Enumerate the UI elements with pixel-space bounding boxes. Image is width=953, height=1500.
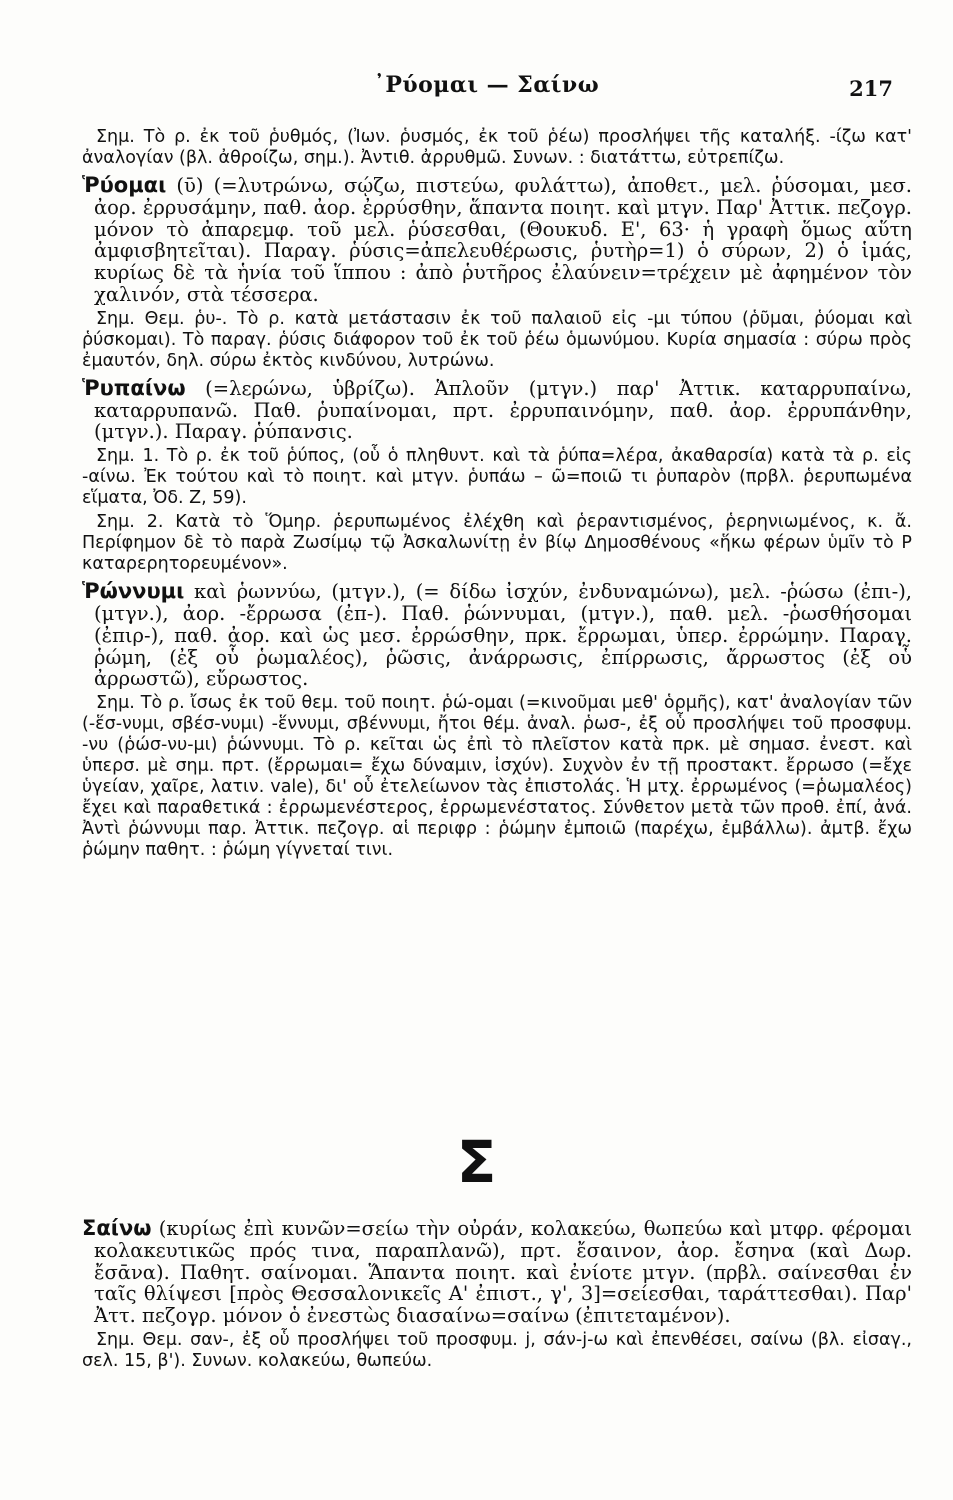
note-rythmizo: [82, 127, 912, 169]
note-text: Σημ. 1. Τὸ ρ. ἐκ τοῦ ῥύπος, (οὗ ὁ πληθυντ. καὶ τὰ ῥύπα=λέρα, ἀκαθαρσία) κατὰ τὰ ρ. εἰς -αίνω. Ἐκ τούτου καὶ τὸ ποιητ. καὶ μτγν. ῥυπάω – ῶ=ποιῶ τι ῥυπαρὸν (πρβλ. ῥερυπωμένα εἵματα, Ὀδ. Ζ, 59).: [82, 446, 912, 509]
entry-headword: Ῥυπαίνω: [82, 375, 186, 400]
note-rhonnymi: [82, 693, 912, 861]
note-text: Σημ. Τὸ ρ. ἴσως ἐκ τοῦ θεμ. τοῦ ποιητ. ῥώ-ομαι (=κινοῦμαι μεθ' ὁρμῆς), κατ' ἀναλογίαν τῶν (-ἕσ-νυμι, σβέσ-νυμι) -ἕννυμι, σβέννυμι, ἤτοι θέμ. ἀναλ. ῥωσ-, ἐξ οὗ προσλήψει τοῦ προσφυμ. -νυ (ῥώσ-νυ-μι) ῥώννυμι. Τὸ ρ. κεῖται ὡς ἐπὶ τὸ πλεῖστον κατὰ πρκ. μὲ σημασ. ἐνεστ. καὶ ὑπερσ. μὲ σημ. πρτ. (ἔρρωμαι= ἔχω δύναμιν, ἰσχύν). Συχνὸν ἐν τῇ προστακτ. ἔρρωσο (=ἔχε ὑγείαν, χαῖρε, λατιν. vale), δι' οὗ ἐτελείωνον τὰς ἐπιστολάς. Ἡ μτχ. ἐρρωμένος (=ῥωμαλέος) ἔχει καὶ παραθετικά : ἐρρωμενέστερος, ἐρρωμενέστατος. Σύνθετον μετὰ τῶν προθ. ἐπί, ἀνά. Ἀντὶ ῥώννυμι παρ. Ἀττικ. πεζογρ. αἱ περιφρ : ῥώμην ἐμποιῶ (παρέχω, ἐμβάλλω). ἀμτβ. ἔχω ῥώμην παθητ. : ῥώμη γίγνεταί τινι.: [82, 693, 912, 861]
dictionary-body-top: [82, 124, 912, 861]
entry-rhonnymi: [82, 581, 912, 690]
page-number: 217: [849, 76, 893, 101]
section-letter: Σ: [456, 1128, 497, 1196]
entry-headword: Ῥώννυμι: [82, 579, 185, 604]
entry-saino: [82, 1218, 912, 1327]
entry-rypaino: [82, 375, 912, 444]
dictionary-body-bottom: [82, 1212, 912, 1372]
entry-text: (ῡ) (=λυτρώνω, σῴζω, πιστεύω, φυλάττω), ἀποθετ., μελ. ῥύσομαι, μεσ. ἀορ. ἐρρυσάμην, παθ. ἀορ. ἐρρύσθην, ἅπαντα ποιητ. καὶ μτγν. Παρ' Ἀττικ. πεζογρ. μόνον τὸ ἀπαρεμφ. τοῦ μελ. ῥύσεσθαι, (Θουκυδ. Ε', 63· ἡ γραφὴ ὅμως αὕτη ἀμφισβητεῖται). Παραγ. ῥύσις=ἀπελευθέρωσις, ῥυτὴρ=1) ὁ σύρων, 2) ὁ ἱμάς, κυρίως δὲ τὰ ἡνία τοῦ ἵππου : ἀπὸ ῥυτῆρος ἐλαύνειν=τρέχειν μὲ ἀφημένον τὸν χαλινόν, στὰ τέσσερα.: [94, 174, 912, 306]
note-rypaino-2: [82, 512, 912, 575]
note-rypaino-1: [82, 446, 912, 509]
note-text: Σημ. Τὸ ρ. ἐκ τοῦ ῥυθμός, (Ἰων. ῥυσμός, ἐκ τοῦ ῥέω) προσλήψει τῆς καταλήξ. -ίζω κατ' ἀναλογίαν (βλ. ἀθροίζω, σημ.). Ἀντιθ. ἀρρυθμῶ. Συνων. : διατάττω, εὐτρεπίζω.: [82, 127, 912, 168]
entry-headword: Ῥύομαι: [82, 173, 167, 197]
entry-text: καὶ ῥωννύω, (μτγν.), (= δίδω ἰσχύν, ἐνδυναμώνω), μελ. -ῥώσω (ἐπι-), (μτγν.), ἀορ. -ἔρρωσα (ἐπ-). Παθ. ῥώννυμαι, (μτγν.), παθ. μελ. -ῥωσθήσομαι (ἐπιρ-), παθ. ἀορ. καὶ ὡς μεσ. ἐρρώσθην, πρκ. ἔρρωμαι, ὑπερ. ἐρρώμην. Παραγ. ῥώμη, (ἐξ οὗ ῥωμαλέος), ῥῶσις, ἀνάρρωσις, ἐπίρρωσις, ἄρρωστος (ἐξ οὗ ἀρρωστῶ), εὔρωστος.: [94, 580, 913, 691]
page-header: [80, 70, 893, 110]
entry-text: (=λερώνω, ὑβρίζω). Ἁπλοῦν (μτγν.) παρ' Ἀττικ. καταρρυπαίνω, καταρρυπανῶ. Παθ. ῥυπαίνομαι, πρτ. ἐρρυπαινόμην, παθ. ἀορ. ἐρρυπάνθην, (μτγν.). Παραγ. ῥύπανσις.: [94, 376, 912, 444]
entry-text: (κυρίως ἐπὶ κυνῶν=σείω τὴν οὐράν, κολακεύω, θωπεύω καὶ μτφρ. φέρομαι κολακευτικῶς πρός τινα, παραπλανῶ), πρτ. ἔσαινον, ἀορ. ἔσηνα (καὶ Δωρ. ἔσᾱνα). Παθητ. σαίνομαι. Ἅπαντα ποιητ. καὶ ἐνίοτε μτγν. (πρβλ. σαίνεσθαι ἐν ταῖς θλίψεσι [πρὸς Θεσσαλονικεῖς Α' ἐπιστ., γ', 3]=σείεσθαι, ταράττεσθαι). Παρ' Ἀττ. πεζογρ. μόνον ὁ ἐνεστὼς διασαίνω=σαίνω (ἐπιτεταμένον).: [94, 1217, 912, 1328]
running-title: ᾿Ρύομαι — Σαίνω: [373, 72, 600, 98]
note-text: Σημ. Θεμ. ῥυ-. Τὸ ρ. κατὰ μετάστασιν ἐκ τοῦ παλαιοῦ εἰς -μι τύπου (ῥῦμαι, ῥύομαι καὶ ῥύσκομαι). Τὸ παραγ. ῥύσις διάφορον τοῦ ἐκ τοῦ ῥέω ὁμωνύμου. Κυρία σημασία : σύρω πρὸς ἐμαυτόν, δηλ. σύρω ἐκτὸς κινδύνου, λυτρώνω.: [82, 308, 912, 371]
entry-ryomai: [82, 175, 912, 306]
note-saino: [82, 1330, 912, 1372]
note-text: Σημ. 2. Κατὰ τὸ Ὅμηρ. ῥερυπωμένος ἐλέχθη καὶ ῥεραντισμένος, ῥερηνιωμένος, κ. ἄ. Περίφημον δὲ τὸ παρὰ Ζωσίμῳ τῷ Ἀσκαλωνίτῃ ἐν βίῳ Δημοσθένους «ἥκω φέρων ὑμῖν τὸ Ρ καταρερητορευμένον».: [82, 512, 912, 575]
note-ryomai: [82, 309, 912, 372]
entry-headword: Σαίνω: [82, 1216, 152, 1240]
note-text: Σημ. Θεμ. σαν-, ἐξ οὗ προσλήψει τοῦ προσφυμ. j, σάν-j-ω καὶ ἐπενθέσει, σαίνω (βλ. εἰσαγ., σελ. 15, β'). Συνων. κολακεύω, θωπεύω.: [82, 1329, 912, 1371]
